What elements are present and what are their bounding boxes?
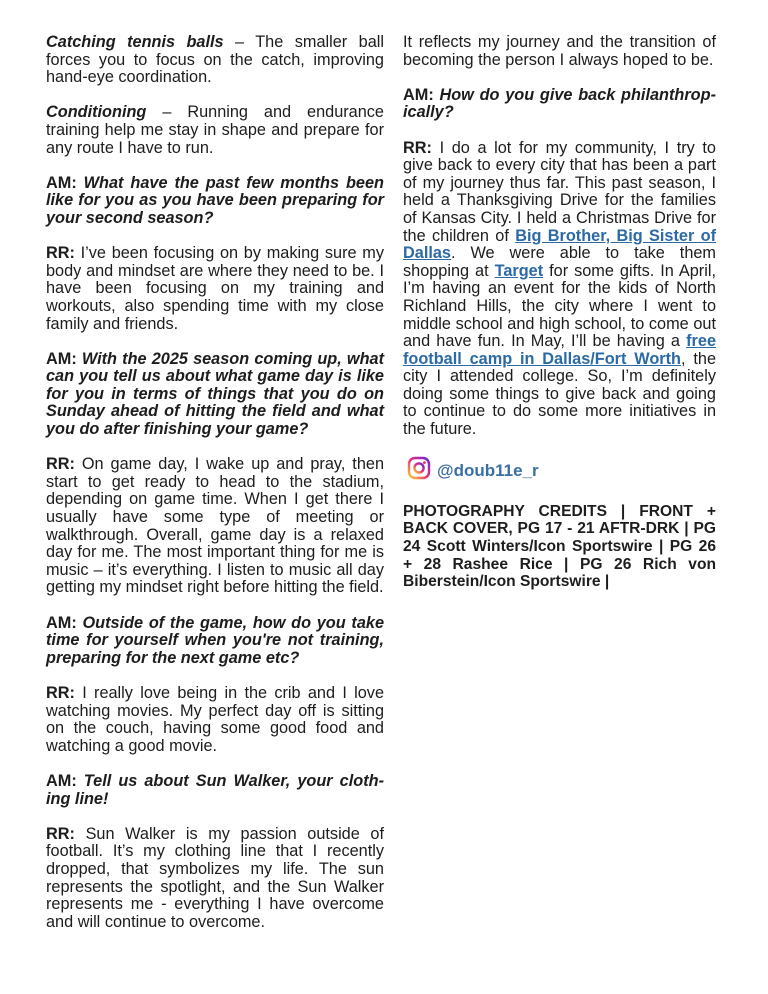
- answer-text: On game day, I wake up and pray, then start to get ready to head to the stadium, depending on game time. When I get there I usually have some type of meeting or walkthrough. Overall, game day is a relaxed day for me. The most important thing for me is music – it’s everything. I listen to music all day getting my mindset right before hitting the field.: [46, 455, 384, 597]
- drill-term: Catching tennis balls: [46, 33, 224, 51]
- interview-question: [403, 87, 716, 122]
- interview-answer: [46, 685, 384, 755]
- answer-text: , the city I attended college. So, I’m definitely doing some things to give back and going to continue to do some more initiatives in the future.: [403, 349, 716, 439]
- drill-catching-tennis-balls: [46, 34, 384, 87]
- answer-text: for some gifts. In April, I’m having an event for the kids of North Richland Hills, the city where I went to middle school and high school, to come out and have fun. In May, I’ll be having a: [403, 261, 716, 351]
- drill-text: – Running and endurance training help me stay in shape and prepare for any route I have to run.: [46, 103, 384, 157]
- answer-prefix: RR:: [46, 824, 75, 843]
- answer-prefix: RR:: [46, 683, 75, 702]
- question-prefix: AM:: [46, 173, 77, 192]
- right-column: [403, 34, 716, 608]
- question-text: Tell us about Sun Walker, your clothing line!: [46, 771, 384, 808]
- target-link[interactable]: Target: [494, 261, 544, 280]
- question-prefix: AM:: [46, 771, 77, 790]
- answer-text: Sun Walker is my passion outside of football. It’s my clothing line that I recently dropped, that symbolizes my life. The sun represents the spotlight, and the Sun Walker represents me - everything I have overcome and will continue to overcome.: [46, 824, 384, 931]
- interview-question: [46, 175, 384, 228]
- interview-answer: [46, 245, 384, 333]
- football-camp-link[interactable]: free football camp in Dallas/Fort Worth: [403, 332, 716, 368]
- question-prefix: AM:: [46, 613, 77, 632]
- big-brother-big-sister-link[interactable]: Big Brother, Big Sister of Dallas: [403, 226, 716, 263]
- drill-text: – The smaller ball forces you to focus on the catch, improving hand-eye coordination.: [46, 33, 384, 87]
- answer-prefix: RR:: [403, 138, 432, 157]
- interview-question: [46, 351, 384, 439]
- question-prefix: AM:: [403, 85, 434, 104]
- answer-text: I’ve been focusing on by making sure my body and mindset are where they need to be. I have been focusing on my training and workouts, also spending time with my close family and friends.: [46, 244, 384, 333]
- question-text: How do you give back philanthropically?: [403, 85, 716, 122]
- photography-credits: PHOTOGRAPHY CREDITS | FRONT + BACK COVER, PG 17 - 21 AFTR-DRK | PG 24 Scott Winters/Icon Sportswire | PG 26 + 28 Rashee Rice | PG 26 Rich von Biberstein/Icon Sportswire |: [403, 502, 716, 591]
- left-column: [46, 34, 384, 949]
- interview-question: [46, 773, 384, 808]
- answer-text: . We were able to take them shopping at: [403, 244, 716, 280]
- instagram-icon: [407, 456, 431, 485]
- answer-prefix: RR:: [46, 244, 75, 263]
- answer-prefix: RR:: [46, 455, 75, 474]
- interview-answer: [403, 140, 716, 439]
- interview-answer: [46, 456, 384, 597]
- answer-continuation: It reflects my journey and the transition of becoming the person I always hoped to be.: [403, 33, 716, 69]
- question-text: Outside of the game, how do you take time for yourself when you're not training, preparing for the next game etc?: [46, 613, 384, 667]
- answer-text: I do a lot for my community, I try to give back to every city that has been a part of my journey thus far. This past season, I held a Thanksgiving Drive for the families of Kansas City. I held a Christmas Drive for the children of: [403, 138, 716, 245]
- interview-question: [46, 615, 384, 668]
- instagram-handle-row[interactable]: [407, 456, 716, 485]
- question-text: What have the past few months been like for you as you have been preparing for your second season?: [46, 173, 384, 227]
- interview-answer: [46, 826, 384, 932]
- question-text: With the 2025 season coming up, what can you tell us about what game day is like for you in terms of things that you do on Sunday ahead of hitting the field and what you do after finishing your game?: [46, 349, 384, 439]
- drill-term: Conditioning: [46, 103, 147, 122]
- answer-text: I really love being in the crib and I love watching movies. My perfect day off is sitting on the couch, having some good food and watching a good movie.: [46, 683, 384, 755]
- question-prefix: AM:: [46, 349, 77, 368]
- drill-conditioning: [46, 104, 384, 157]
- instagram-handle[interactable]: @doub11e_r: [437, 460, 539, 480]
